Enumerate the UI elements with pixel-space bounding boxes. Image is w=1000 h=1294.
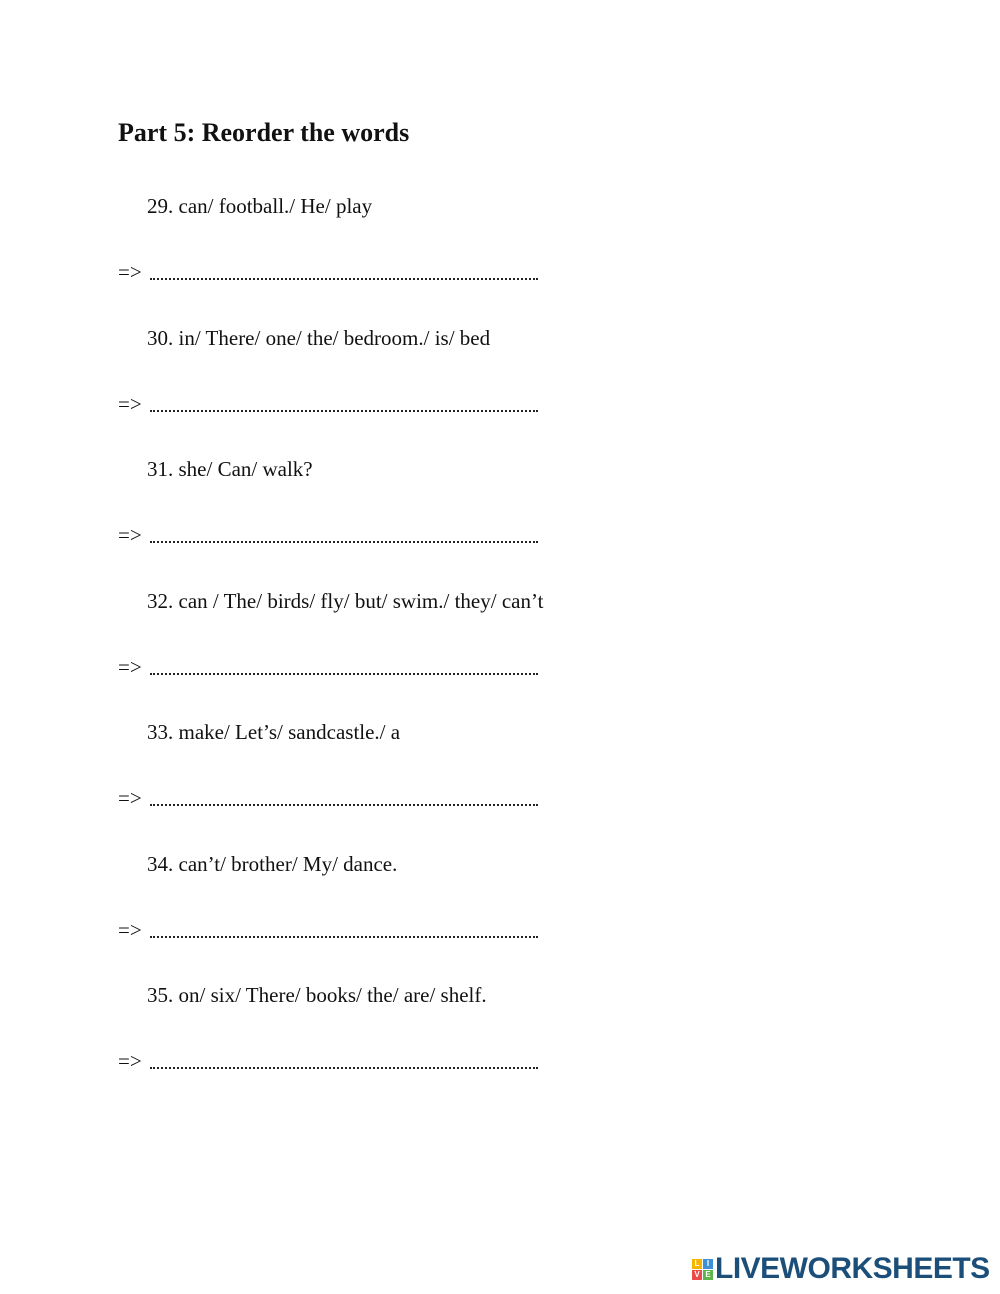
answer-input-30[interactable] [150, 390, 538, 418]
question-35: 35. on/ six/ There/ books/ the/ are/ shelf. [147, 983, 487, 1007]
question-33: 33. make/ Let’s/ sandcastle./ a [147, 720, 401, 744]
answer-input-34[interactable] [150, 916, 538, 944]
answer-blank-32 [150, 653, 538, 681]
answer-arrow: => [118, 260, 142, 284]
answer-blank-35 [150, 1047, 538, 1075]
answer-arrow: => [118, 523, 142, 547]
liveworksheets-logo [692, 1254, 990, 1284]
answer-blank-31 [150, 521, 538, 549]
answer-row-32 [118, 653, 538, 681]
answer-row-35 [118, 1047, 538, 1075]
question-29: 29. can/ football./ He/ play [147, 194, 373, 218]
answer-arrow: => [118, 1049, 142, 1073]
answer-input-33[interactable] [150, 784, 538, 812]
answer-arrow: => [118, 655, 142, 679]
question-30: 30. in/ There/ one/ the/ bedroom./ is/ bed [147, 326, 491, 350]
answer-row-29 [118, 258, 538, 286]
answer-input-29[interactable] [150, 258, 538, 286]
answer-blank-34 [150, 916, 538, 944]
answer-input-31[interactable] [150, 521, 538, 549]
answer-blank-33 [150, 784, 538, 812]
question-32: 32. can / The/ birds/ fly/ but/ swim./ they/ can’t [147, 589, 544, 613]
logo-mark-icon: L I V E [692, 1259, 713, 1280]
answer-row-31 [118, 521, 538, 549]
logo-text: LIVEWORKSHEETS [715, 1252, 990, 1285]
answer-input-35[interactable] [150, 1047, 538, 1075]
answer-blank-29 [150, 258, 538, 286]
page-title: Part 5: Reorder the words [118, 118, 410, 147]
answer-row-33 [118, 784, 538, 812]
answer-arrow: => [118, 918, 142, 942]
answer-blank-30 [150, 390, 538, 418]
answer-row-30 [118, 390, 538, 418]
answer-input-32[interactable] [150, 653, 538, 681]
answer-row-34 [118, 916, 538, 944]
answer-arrow: => [118, 786, 142, 810]
answer-arrow: => [118, 392, 142, 416]
question-34: 34. can’t/ brother/ My/ dance. [147, 852, 398, 876]
question-31: 31. she/ Can/ walk? [147, 457, 313, 481]
